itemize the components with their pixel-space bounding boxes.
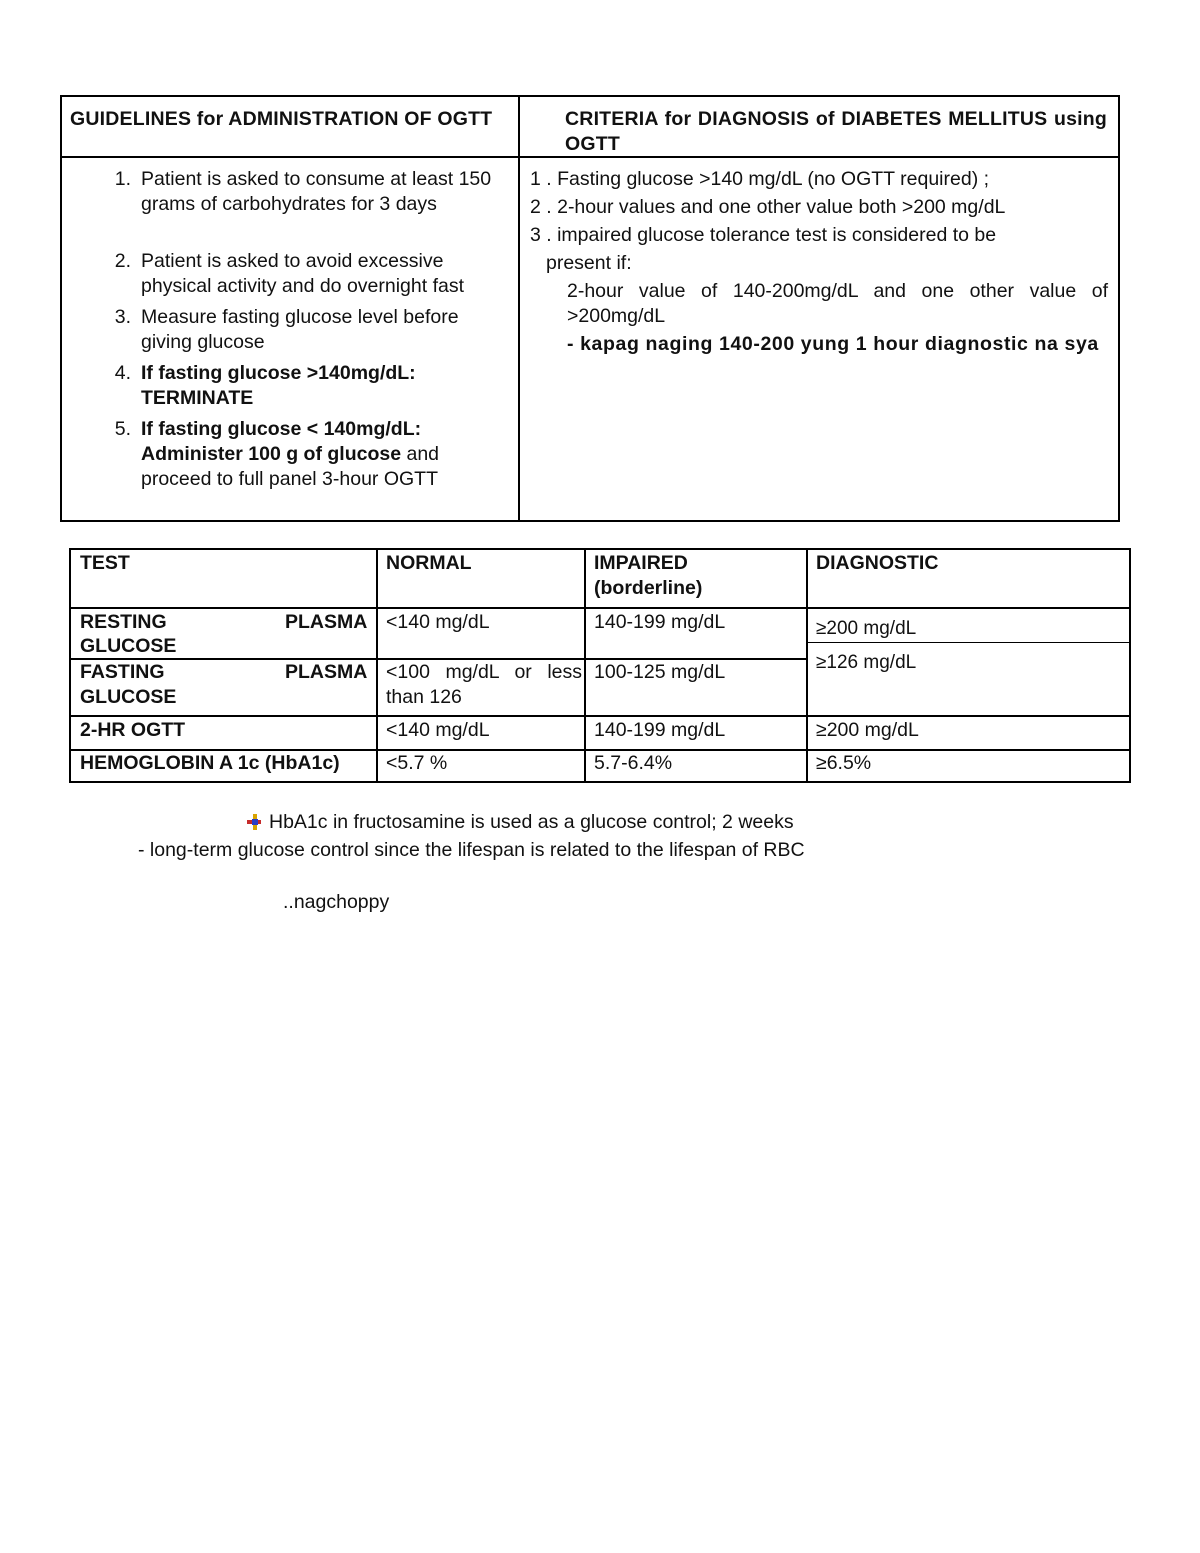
header-normal: NORMAL bbox=[386, 552, 472, 574]
note-text: HbA1c in fructosamine is used as a glucose control; 2 weeks bbox=[269, 811, 794, 833]
normal-value: <140 mg/dL bbox=[386, 611, 490, 633]
step-number: 1. bbox=[114, 168, 131, 190]
criteria-item-1: 1 . Fasting glucose >140 mg/dL (no OGTT required) ; bbox=[530, 168, 990, 190]
header-test: TEST bbox=[80, 552, 130, 574]
impaired-value: 100-125 mg/dL bbox=[594, 661, 726, 683]
diagnostic-value: ≥200 mg/dL bbox=[816, 618, 917, 639]
column-divider bbox=[376, 550, 378, 781]
step-text: If fasting glucose >140mg/dL: TERMINATE bbox=[141, 362, 416, 409]
step-number: 2. bbox=[114, 250, 131, 272]
row-divider bbox=[71, 715, 1129, 717]
normal-value: <140 mg/dL bbox=[386, 719, 490, 741]
list-item bbox=[114, 305, 513, 355]
header-impaired: IMPAIRED (borderline) bbox=[594, 552, 703, 599]
row-divider bbox=[71, 607, 1129, 609]
test-name: GLUCOSE bbox=[80, 635, 177, 657]
column-divider bbox=[806, 715, 808, 781]
test-name: GLUCOSE bbox=[80, 686, 177, 708]
step-text: Patient is asked to consume at least 150 grams of carbohydrates for 3 days bbox=[141, 168, 492, 215]
list-item bbox=[114, 167, 513, 217]
step-number: 4. bbox=[114, 362, 131, 384]
test-name: PLASMA bbox=[285, 611, 368, 633]
note-line: ..nagchoppy bbox=[283, 891, 390, 913]
step-number: 3. bbox=[114, 306, 131, 328]
note-line: - long-term glucose control since the lifespan is related to the lifespan of RBC bbox=[138, 839, 805, 861]
test-name: FASTING bbox=[80, 661, 165, 683]
impaired-value: 140-199 mg/dL bbox=[594, 611, 726, 633]
normal-value: <5.7 % bbox=[386, 752, 448, 774]
diagnostic-value: ≥6.5% bbox=[816, 752, 872, 774]
criteria-item-3-cont: present if: bbox=[546, 252, 632, 274]
guidelines-steps-list bbox=[114, 167, 513, 498]
normal-value: than 126 bbox=[386, 686, 462, 708]
list-item bbox=[114, 249, 513, 299]
criteria-sub-item: 2-hour value of 140-200mg/dL and one other value of >200mg/dL bbox=[567, 280, 1108, 327]
step-text-bold: If fasting glucose < 140mg/dL: Administer 100 g of glucose bbox=[141, 418, 422, 465]
row-divider bbox=[806, 642, 1129, 643]
test-name: HEMOGLOBIN A 1c (HbA1c) bbox=[80, 752, 340, 774]
criteria-list bbox=[530, 167, 1108, 360]
step-text: and proceed to full panel 3-hour OGTT bbox=[141, 443, 440, 490]
impaired-value: 140-199 mg/dL bbox=[594, 719, 726, 741]
four-color-diamond-bullet-icon bbox=[247, 814, 261, 830]
criteria-item-2: 2 . 2-hour values and one other value both >200 mg/dL bbox=[530, 196, 1006, 218]
test-name: PLASMA bbox=[285, 661, 368, 683]
diagnostic-value: ≥126 mg/dL bbox=[816, 652, 917, 673]
impaired-value: 5.7-6.4% bbox=[594, 752, 673, 774]
step-number: 5. bbox=[114, 418, 131, 440]
diagnostic-value: ≥200 mg/dL bbox=[816, 719, 919, 741]
column-divider bbox=[806, 550, 808, 717]
normal-value: <100 mg/dL or less bbox=[386, 661, 582, 683]
test-name: 2-HR OGTT bbox=[80, 719, 186, 741]
step-text: Patient is asked to avoid excessive physical activity and do overnight fast bbox=[141, 250, 465, 297]
column-divider bbox=[584, 550, 586, 781]
test-name: RESTING bbox=[80, 611, 167, 633]
criteria-item-3: 3 . impaired glucose tolerance test is considered to be bbox=[530, 224, 997, 246]
guidelines-header: GUIDELINES for ADMINISTRATION OF OGTT bbox=[70, 108, 493, 130]
column-divider bbox=[518, 97, 520, 520]
list-item bbox=[114, 361, 513, 411]
criteria-header: CRITERIA for DIAGNOSIS of DIABETES MELLITUS using OGTT bbox=[565, 108, 1107, 155]
criteria-note: - kapag naging 140-200 yung 1 hour diagnostic na sya bbox=[567, 333, 1099, 355]
note-line bbox=[247, 810, 794, 835]
header-diagnostic: DIAGNOSTIC bbox=[816, 552, 939, 574]
step-text: Measure fasting glucose level before giving glucose bbox=[141, 306, 459, 353]
list-item bbox=[114, 417, 513, 492]
